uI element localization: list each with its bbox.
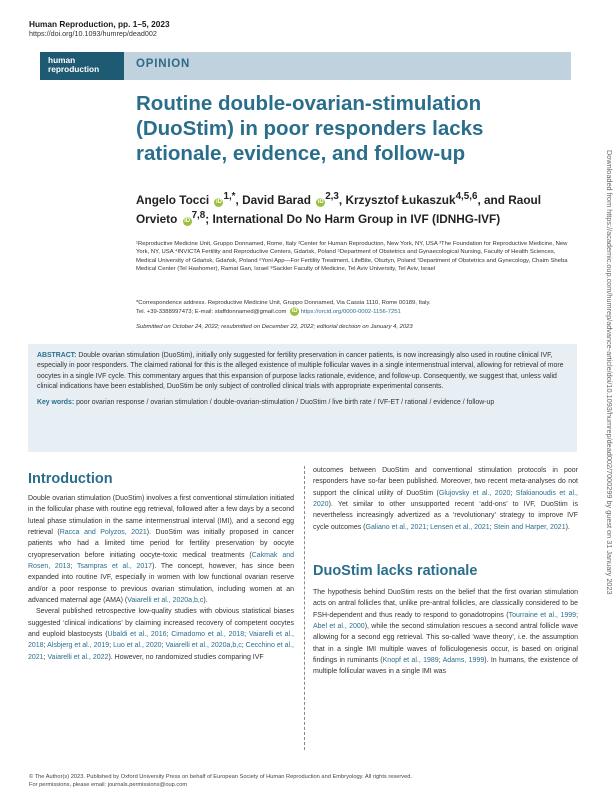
article-title: Routine double-ovarian-stimulation (DuoStim) in poor responders lacks rationale, evidence, and follow-up <box>136 92 484 165</box>
paragraph-text: ). <box>203 597 208 605</box>
correspondence <box>136 299 571 317</box>
orcid-icon[interactable]: iD <box>317 198 324 205</box>
author-name[interactable]: Raoul Orvieto <box>136 192 542 226</box>
paragraph-text: ; <box>70 563 77 571</box>
abstract-box <box>28 344 577 452</box>
paragraph-text: ). Yet similar to other unsupported recent ‘add-ons’ to IVF, DuoStim is nevertheless increasingly advertized as a ‘revolutionary’ strategy to improve IVF cycle outcomes ( <box>313 501 578 531</box>
rationale-heading: DuoStim lacks rationale <box>313 563 478 579</box>
paragraph-text: ). The concept, however, has since been expanded into routine IVF, especially in women with low functional ovarian reserve and/or a poor response to previous ovarian stimulation, including women at an advanced maternal age (AMA) ( <box>28 563 295 605</box>
keywords-body: poor ovarian response / ovarian stimulation / double-ovarian-stimulation / DuoStim / live birth rate / IVF-ET / rational / evidence / follow-up <box>74 399 495 407</box>
paragraph-text: ), while the second stimulation rescues a second antral follicle wave allowing for a second egg retrieval. This so-called ‘wave theory’, i.e. the assumption that in a single IMI multiple waves of folliculogenesis occur, is based on original findings in ruminants ( <box>313 623 579 665</box>
paragraph-text: outcomes between DuoStim and conventional stimulation protocols in poor responders have so-far been published. Moreover, two recent meta-analyses do not support the clinical utility of DuoStim ( <box>313 467 578 497</box>
author-name[interactable]: Krzysztof Łukaszuk <box>345 192 456 207</box>
citation-link[interactable]: Abel et al., 2000 <box>313 623 365 631</box>
paragraph-text: ; <box>241 642 246 650</box>
citation-link[interactable]: Glujovsky et al., 2020 <box>438 489 511 497</box>
citation-link[interactable]: Adams, 1999 <box>442 657 485 665</box>
citation-link[interactable]: Knopf et al., 1989 <box>382 657 439 665</box>
journal-citation: Human Reproduction, pp. 1–5, 2023 <box>29 19 170 29</box>
author-affil-sup: 2,3 <box>325 191 339 202</box>
citation-link[interactable]: Sfakianoudis et al., 2020 <box>313 489 578 509</box>
orcid-icon[interactable]: iD <box>215 198 222 205</box>
column-divider <box>304 466 305 750</box>
author-separator: , and <box>477 192 505 207</box>
right-paragraph-1 <box>313 465 578 533</box>
journal-logo <box>40 52 124 80</box>
download-watermark: Downloaded from https://academic.oup.com/humrep/advance-article/doi/10.1093/humrep/dead002/7000299 by guest on 31 January 2023 <box>605 150 614 595</box>
paragraph-text: ; <box>109 642 114 650</box>
rationale-body <box>313 587 578 678</box>
submission-dates: Submitted on October 24, 2022; resubmitted on December 22, 2022; editorial decision on January 4, 2023 <box>136 324 413 330</box>
orcid-icon[interactable]: iD <box>291 308 298 315</box>
author-affil-sup: 7,8 <box>191 209 206 221</box>
logo-line-1: human <box>48 55 76 65</box>
paragraph-text: Double ovarian stimulation (DuoStim) involves a first conventional stimulation initiated in the follicular phase with routine egg retrieval, followed after a few days by a second luteal phase stimulation in the same intermenstrual interval (IMI), and a second egg retrieval ( <box>28 495 294 537</box>
author-list: Angelo Tocci iD $^{1,*}$, David Barad iD $^{2,3}$, Krzysztof Łukaszuk$^{4,5,6}$, and Raoul Orvieto iD $^{7,8}$; International Do No Harm Group in IVF (IDNHG-IVF) <box>136 191 542 226</box>
citation-link[interactable]: Vaiarelli et al., 2020a,b,c <box>127 597 204 605</box>
keywords-label: Key words: <box>37 399 75 407</box>
paragraph-text: ; <box>438 657 443 665</box>
citation-link[interactable]: Vaiarelli et al., 2022 <box>47 653 109 661</box>
affiliations: ¹Reproductive Medicine Unit, Gruppo Donnamed, Rome, Italy ²Center for Human Reproduction, New York, NY, USA ³The Foundation for Reproductive Medicine, New York, NY, USA ⁴INVICTA Fertility and Reproductive Centers, Gdańsk, Poland ⁵Department of Obstetrics and Gynaecological Nursing, Faculty of Health Sciences, Medical University of Gdańsk, Gdańsk, Poland ⁶Yoni App—For Fertility Treatment, LifeBite, Olsztyn, Poland ⁷Department of Obstetrics and Gynecology, Chaim Sheba Medical Center (Tel Hashomer), Ramat Gan, Israel ⁸Sackler Faculty of Medicine, Tel Aviv University, Tel Aviv, Israel <box>136 241 568 273</box>
permissions-line: For permissions, please email: journals.permissions@oup.com <box>29 782 188 789</box>
intro-paragraph-1 <box>28 493 294 606</box>
citation-link[interactable]: Stein and Harper, 2021 <box>493 523 566 531</box>
author-name[interactable]: David Barad <box>242 192 311 207</box>
citation-link[interactable]: Luo et al., 2020 <box>113 642 162 650</box>
intro-heading: Introduction <box>28 471 113 487</box>
section-band <box>124 52 571 80</box>
intro-paragraph-2 <box>28 606 294 663</box>
author-affil-sup: 1,* <box>223 191 236 202</box>
citation-link[interactable]: Cecchino et al., 2021 <box>28 642 294 661</box>
abstract-text <box>37 351 568 392</box>
paragraph-text: ; <box>161 642 166 650</box>
citation-link[interactable]: Racca and Polyzos, 2021 <box>59 529 147 537</box>
rationale-paragraph-1 <box>313 587 578 678</box>
doi-link[interactable]: https://doi.org/10.1093/humrep/dead002 <box>29 29 157 38</box>
copyright-footer <box>29 773 412 790</box>
copyright-line: © The Author(s) 2023. Published by Oxford University Press on behalf of European Society of Human Reproduction and Embryology. All rights reserved. <box>29 774 413 780</box>
abstract-body: Double ovarian stimulation (DuoStim), initially only suggested for fertility preservation in cancer patients, is now increasingly also used in routine clinical IVF, especially in poor responders. The claimed rational for this is the alleged existence of multiple follicular waves in a single intermenstrual interval, allowing for retrieval of more oocytes in a single IVF cycle. This commentary argues that this expansion of purpose lacks rationale, evidence, and follow-up. Consequently, we suggest that, unless valid clinical indications have been established, DuoStim be only subject of controlled clinical trials with appropriate experimental consents. <box>37 352 564 390</box>
paragraph-text: ; <box>43 642 48 650</box>
citation-link[interactable]: Ubaldi et al., 2016 <box>107 631 167 639</box>
paragraph-text: ; <box>576 611 579 619</box>
citation-link[interactable]: Alsbjerg et al., 2019 <box>47 642 110 650</box>
paragraph-text: ). In humans, the existence of multiple follicular waves in a single IMI was <box>313 657 578 676</box>
paragraph-text: The hypothesis behind DuoStim rests on the belief that the first ovarian stimulation acts on antral follicles that, unlike pre-antral follicles, are classically considered to be FSH-dependent and thus ready to respond to gonadotropins ( <box>313 589 578 619</box>
correspondence-address: *Correspondence address. Reproductive Medicine Unit, Gruppo Donnamed, Via Cassia 1110, Rome 00189, Italy. <box>136 300 431 306</box>
paragraph-text: ). <box>565 523 570 531</box>
citation-link[interactable]: Tourraine et al., 1999 <box>508 611 577 619</box>
citation-link[interactable]: Cakmak and Rosen, 2013 <box>28 551 294 571</box>
paragraph-text: ; <box>489 523 494 531</box>
abstract-label: ABSTRACT: <box>37 352 77 359</box>
author-group: ; International Do No Harm Group in IVF (IDNHG-IVF) <box>205 211 501 226</box>
paragraph-text: ; <box>510 489 516 497</box>
orcid-link[interactable]: https://orcid.org/0000-0002-1156-7251 <box>300 309 401 316</box>
logo-line-2: reproduction <box>48 64 100 74</box>
paragraph-text: Several published retrospective low-quality studies with obvious statistical biases suggested ‘clinical indications’ by claiming increased recovery of competent oocytes and euploid blastocysts ( <box>28 608 294 639</box>
right-column-continuation <box>313 465 578 533</box>
paragraph-text: ; <box>244 631 249 639</box>
citation-link[interactable]: Cimadomo et al., 2018 <box>171 631 245 639</box>
citation-link[interactable]: Galiano et al., 2021 <box>365 523 427 531</box>
paragraph-text: ; <box>426 523 431 531</box>
correspondence-email[interactable]: Tel. +39-3388997473; E-mail: staffdonnamed@gmail.com <box>136 309 287 316</box>
paragraph-text: ). DuoStim was initially proposed in cancer patients who had a limited time period for fertility preservation by oocyte cryopreservation before initiating oocyte-toxic medical treatments ( <box>28 529 294 559</box>
paragraph-text: ; <box>166 631 172 639</box>
citation-link[interactable]: Lensen et al., 2021 <box>430 523 490 531</box>
citation-link[interactable]: Vaiarelli et al., 2020a,b,c <box>165 642 242 650</box>
author-name[interactable]: Angelo Tocci <box>136 192 210 207</box>
correspondence-contact <box>136 307 571 316</box>
citation-link[interactable]: Tsampras et al., 2017 <box>76 563 153 571</box>
keywords <box>37 398 568 408</box>
citation-link[interactable]: Vaiarelli et al., 2018 <box>28 631 295 650</box>
paragraph-text: ; <box>43 653 48 661</box>
orcid-icon[interactable]: iD <box>184 217 191 224</box>
section-tag: OPINION <box>136 58 191 70</box>
intro-body <box>28 493 294 663</box>
paragraph-text: ). However, no randomized studies comparing IVF <box>108 653 264 661</box>
author-affil-sup: 4,5,6 <box>455 191 478 202</box>
